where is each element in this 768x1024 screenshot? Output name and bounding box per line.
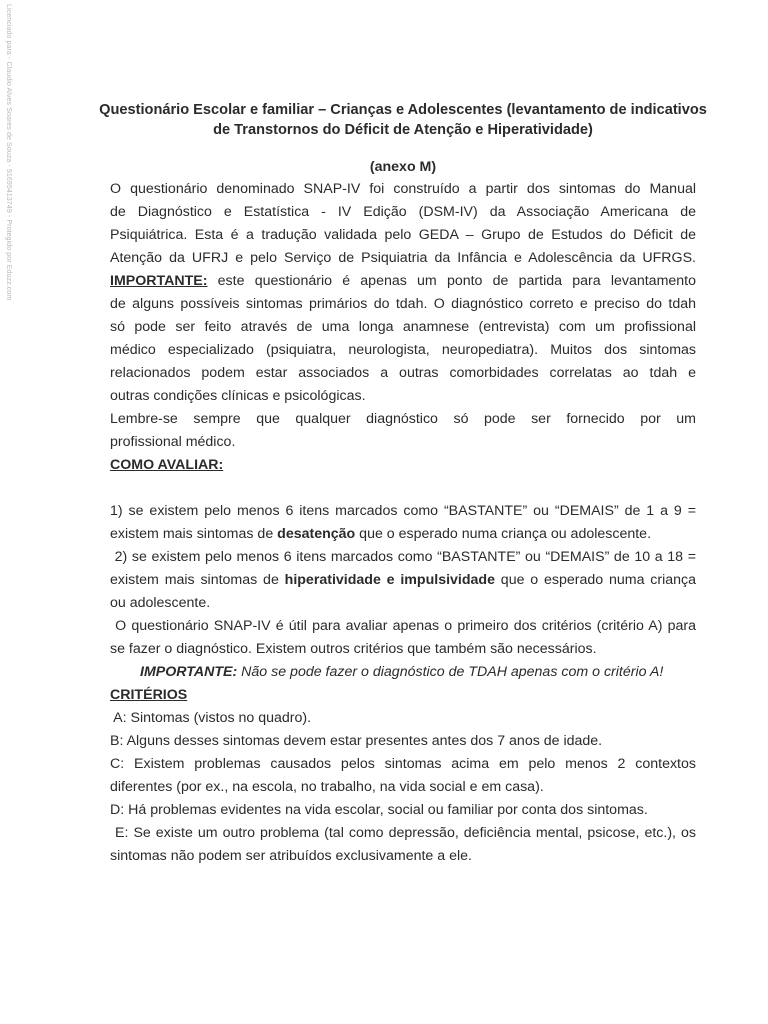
rule-2-line: ou adolescente. <box>110 595 211 611</box>
important-first-text: este questionário é apenas um ponto de partida para levantamento <box>207 273 696 289</box>
document-page <box>99 100 707 868</box>
intro-line: O questionário denominado SNAP-IV foi construído a partir dos sintomas do Manual <box>110 181 696 197</box>
inattention-term: desatenção <box>277 526 356 542</box>
important-note-text: Não se pode fazer o diagnóstico de TDAH apenas com o critério A! <box>237 664 664 680</box>
intro-paragraph <box>110 178 696 270</box>
document-title: Questionário Escolar e familiar – Crianças e Adolescentes (levantamento de indicativos de Transtornos do Déficit de Atenção e Hiperatividade) <box>99 102 707 138</box>
important-line: só pode ser feito através de uma longa anamnese (entrevista) com um profissional <box>110 319 696 335</box>
criterion-d: D: Há problemas evidentes na vida escolar, social ou familiar por conta dos sintomas. <box>110 802 648 818</box>
rule-1-line: 1) se existem pelo menos 6 itens marcados como “BASTANTE” ou “DEMAIS” de 1 a 9 = <box>110 503 696 519</box>
rule-1-line <box>110 523 696 546</box>
intro-line: Psiquiátrica. Esta é a tradução validada pelo GEDA – Grupo de Estudos do Déficit de <box>110 227 696 243</box>
snap-line: O questionário SNAP-IV é útil para avaliar apenas o primeiro dos critérios (critério A) para <box>110 618 696 634</box>
vertical-watermark <box>0 0 12 320</box>
criterion-b: B: Alguns desses sintomas devem estar presentes antes dos 7 anos de idade. <box>110 733 603 749</box>
criterion-a: A: Sintomas (vistos no quadro). <box>110 710 312 726</box>
criteria-list <box>110 707 696 868</box>
criterion-e-cont: sintomas não podem ser atribuídos exclusivamente a ele. <box>110 848 472 864</box>
important-line: de alguns possíveis sintomas primários do tdah. O diagnóstico correto e preciso do tdah <box>110 296 696 312</box>
reminder-line: profissional médico. <box>110 434 236 450</box>
rule-2 <box>110 546 696 615</box>
rule-1-text: existem mais sintomas de <box>110 526 278 542</box>
rule-1 <box>110 500 696 546</box>
important-note <box>110 661 696 684</box>
important-line: médico especializado (psiquiatra, neurologista, neuropediatra). Muitos dos sintomas <box>110 342 696 358</box>
watermark-text: Licenciado para - Claudio Alves Soares de Souza - 91695413749 - Protegido por Eduzz.com <box>5 4 12 301</box>
criterion-c-cont: diferentes (por ex., na escola, no trabalho, na vida social e em casa). <box>110 779 544 795</box>
criteria-heading: CRITÉRIOS <box>110 687 188 703</box>
reminder-paragraph <box>110 408 696 454</box>
intro-line: Atenção da UFRJ e pelo Serviço de Psiquiatria da Infância e Adolescência da UFRGS. <box>110 250 696 266</box>
important-label: IMPORTANTE: <box>110 273 208 289</box>
rule-2-line <box>110 569 696 592</box>
important-paragraph <box>110 270 696 408</box>
important-first-line <box>110 270 696 293</box>
criterion-c: C: Existem problemas causados pelos sintomas acima em pelo menos 2 contextos <box>110 756 696 772</box>
snap-paragraph <box>110 615 696 661</box>
important-line: relacionados podem estar associados a outras comorbidades correlatas ao tdah e <box>110 365 696 381</box>
hyperactivity-term: hiperatividade e impulsividade <box>284 572 495 588</box>
rule-1-text: que o esperado numa criança ou adolescente. <box>355 526 652 542</box>
intro-line: de Diagnóstico e Estatística - IV Edição (DSM-IV) da Associação Americana de <box>110 204 696 220</box>
rule-2-line: 2) se existem pelo menos 6 itens marcados como “BASTANTE” ou “DEMAIS” de 10 a 18 = <box>110 549 696 565</box>
snap-line: se fazer o diagnóstico. Existem outros critérios que também são necessários. <box>110 641 597 657</box>
criterion-e: E: Se existe um outro problema (tal como depressão, deficiência mental, psicose, etc.), os <box>110 825 696 841</box>
annex-label: (anexo M) <box>369 159 437 175</box>
important-line: outras condições clínicas e psicológicas. <box>110 388 366 404</box>
rule-2-text: existem mais sintomas de <box>110 572 285 588</box>
how-to-evaluate-heading: COMO AVALIAR: <box>110 457 224 473</box>
important-note-label: IMPORTANTE: <box>140 664 238 680</box>
spacer <box>110 477 696 500</box>
rule-2-text: que o esperado numa criança <box>494 572 697 588</box>
reminder-line: Lembre-se sempre que qualquer diagnóstico só pode ser fornecido por um <box>110 411 696 427</box>
